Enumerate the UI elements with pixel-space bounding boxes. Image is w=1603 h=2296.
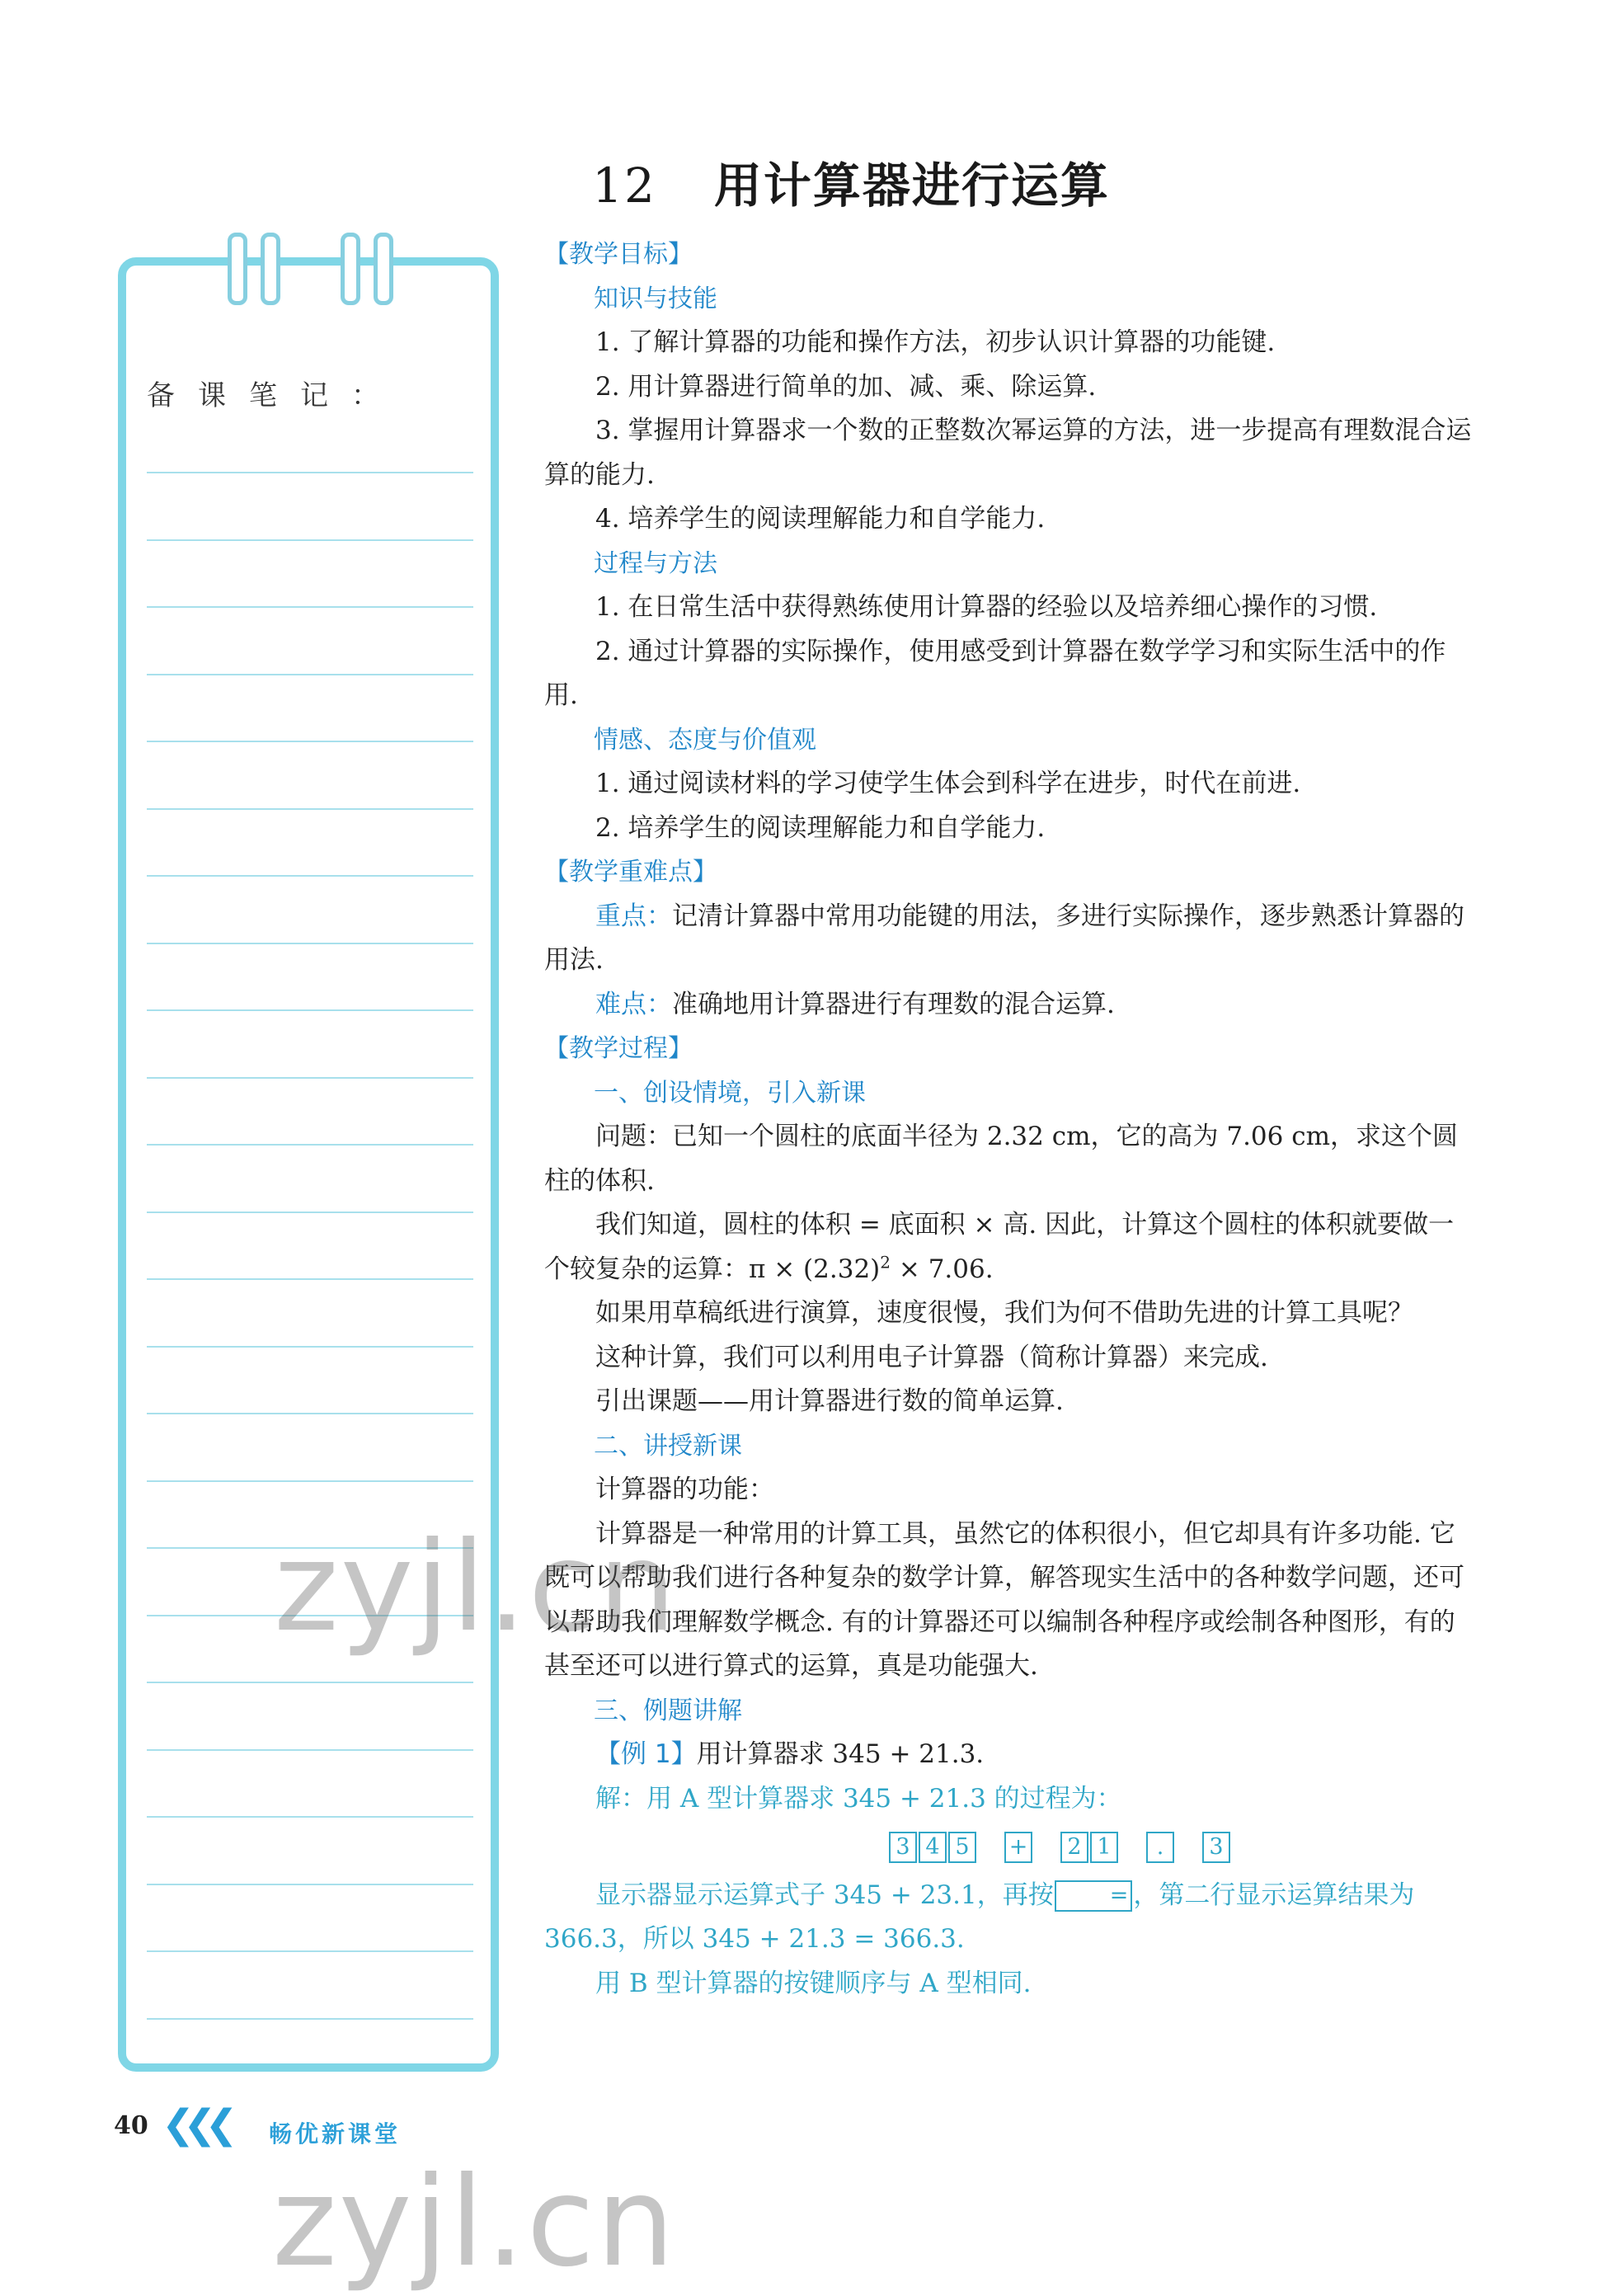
binder-ring-icon: [261, 233, 280, 305]
notes-panel: [118, 257, 499, 2072]
binder-ring-icon: [341, 233, 360, 305]
focus-label: 重点：: [595, 901, 672, 931]
formula-text: 我们知道，圆柱的体积 = 底面积 × 高. 因此，计算这个圆柱的体积就要做一个较复杂的运算：π × (2.32): [544, 1210, 1455, 1284]
subheader-knowledge: 知识与技能: [594, 284, 717, 313]
difficulty-text: 准确地用计算器进行有理数的混合运算.: [672, 989, 1115, 1019]
section-header-key-points: 【教学重难点】: [544, 858, 717, 887]
note-line: [147, 539, 473, 541]
calculator-key: [1176, 1833, 1201, 1861]
paragraph: 1. 通过阅读材料的学习使学生体会到科学在进步，时代在前进.: [595, 769, 1301, 798]
note-line: [147, 2018, 473, 2020]
note-line: [147, 674, 473, 675]
paragraph: 2. 培养学生的阅读理解能力和自学能力.: [595, 812, 1046, 843]
subheader-s3: 三、例题讲解: [594, 1696, 742, 1725]
paragraph: 这种计算，我们可以利用电子计算器（简称计算器）来完成.: [595, 1342, 1268, 1372]
example-1: [544, 1733, 1476, 1777]
page-title: [0, 147, 1603, 216]
paragraph: 问题：已知一个圆柱的底面半径为 2.32 cm，它的高为 7.06 cm，求这个圆柱的体积.: [544, 1122, 1458, 1196]
solution-text-tail: ，第二行显示运算结果为 366.3，所以 345 + 21.3 = 366.3.: [544, 1880, 1415, 1954]
note-line: [147, 1144, 473, 1146]
note-line: [147, 1413, 473, 1414]
equals-key: =: [1055, 1880, 1133, 1912]
formula-tail: × 7.06.: [891, 1254, 994, 1284]
note-line: [147, 808, 473, 810]
watermark: zyjl.cn: [272, 2151, 677, 2294]
paragraph: 1. 在日常生活中获得熟练使用计算器的经验以及培养细心操作的习惯.: [595, 592, 1378, 622]
paragraph: 计算器的功能：: [595, 1475, 774, 1504]
example-label: 【例 1】: [595, 1739, 697, 1769]
page-number: 40: [114, 2111, 148, 2140]
calculator-key: [1034, 1833, 1059, 1861]
section-header-goals: 【教学目标】: [544, 240, 693, 269]
solution-note: 用 B 型计算器的按键顺序与 A 型相同.: [595, 1968, 1032, 1998]
calculator-key: .: [1146, 1832, 1174, 1863]
exponent: 2: [880, 1252, 891, 1273]
chevron-left-icon: ❮❮❮: [162, 2101, 227, 2148]
calculator-key: 4: [919, 1832, 947, 1863]
note-line: [147, 741, 473, 742]
note-line: [147, 1077, 473, 1079]
subheader-s1: 一、创设情境，引入新课: [594, 1078, 866, 1108]
paragraph: 如果用草稿纸进行演算，速度很慢，我们为何不借助先进的计算工具呢？: [595, 1298, 1413, 1328]
difficulty-label: 难点：: [595, 989, 672, 1019]
paragraph: 2. 通过计算器的实际操作，使用感受到计算器在数学学习和实际生活中的作用.: [544, 636, 1446, 710]
note-line: [147, 1346, 473, 1348]
watermark: zyjl.cn: [274, 1516, 679, 1659]
paragraph-difficulty: [544, 983, 1476, 1028]
calculator-key: 5: [948, 1832, 976, 1863]
paragraph: 1. 了解计算器的功能和操作方法，初步认识计算器的功能键.: [595, 327, 1276, 357]
note-line: [147, 472, 473, 473]
paragraph: 4. 培养学生的阅读理解能力和自学能力.: [595, 504, 1046, 534]
note-line: [147, 1278, 473, 1280]
example-text: 用计算器求 345 + 21.3.: [696, 1739, 985, 1769]
calculator-key: [978, 1833, 1003, 1861]
paragraph: 引出课题——用计算器进行数的简单运算.: [595, 1386, 1064, 1416]
note-line: [147, 875, 473, 877]
calculator-key: 1: [1090, 1832, 1118, 1863]
calculator-key: [1120, 1833, 1145, 1861]
title-text: 用计算器进行运算: [713, 158, 1110, 214]
note-line: [147, 1682, 473, 1683]
paragraph: 2. 用计算器进行简单的加、减、乘、除运算.: [595, 371, 1097, 402]
note-line: [147, 1480, 473, 1482]
subheader-process: 过程与方法: [594, 548, 717, 578]
subheader-emotion: 情感、态度与价值观: [594, 725, 816, 755]
focus-text: 记清计算器中常用功能键的用法，多进行实际操作，逐步熟悉计算器的用法.: [544, 901, 1464, 975]
note-line: [147, 943, 473, 944]
note-line: [147, 1009, 473, 1011]
notes-label: 备课笔记：: [147, 379, 402, 412]
note-line: [147, 606, 473, 608]
binder-ring-icon: [374, 233, 393, 305]
note-line: [147, 1816, 473, 1818]
paragraph-focus: [544, 895, 1476, 983]
brand-name: 畅优新课堂: [269, 2120, 402, 2148]
solution-text: 显示器显示运算式子 345 + 23.1，再按: [595, 1880, 1054, 1910]
calculator-key: 2: [1060, 1832, 1088, 1863]
paragraph-formula: [544, 1203, 1476, 1292]
note-line: [147, 1749, 473, 1751]
section-header-process: 【教学过程】: [544, 1034, 693, 1063]
solution-result: [544, 1874, 1476, 1962]
note-line: [147, 1950, 473, 1952]
title-number: 12: [592, 158, 656, 214]
lesson-content: [544, 233, 1476, 2006]
note-line: [147, 1884, 473, 1885]
paragraph: 计算器是一种常用的计算工具，虽然它的体积很小，但它却具有许多功能. 它既可以帮助我们进行各种复杂的数学计算，解答现实生活中的各种数学问题，还可以帮助我们理解数学概念. 有的计算器还可以编制各种程序或绘制各种图形，有的甚至还可以进行算式的运算，真是功能强大.: [544, 1518, 1464, 1681]
calculator-key: +: [1004, 1832, 1032, 1863]
calculator-key-sequence: [544, 1824, 1476, 1869]
calculator-key: 3: [1202, 1832, 1230, 1863]
solution-line: 解：用 A 型计算器求 345 + 21.3 的过程为：: [595, 1783, 1122, 1814]
calculator-key: 3: [889, 1832, 917, 1863]
paragraph: 3. 掌握用计算器求一个数的正整数次幂运算的方法，进一步提高有理数混合运算的能力.: [544, 416, 1472, 490]
subheader-s2: 二、讲授新课: [594, 1431, 742, 1461]
note-line: [147, 1212, 473, 1213]
binder-ring-icon: [228, 233, 247, 305]
